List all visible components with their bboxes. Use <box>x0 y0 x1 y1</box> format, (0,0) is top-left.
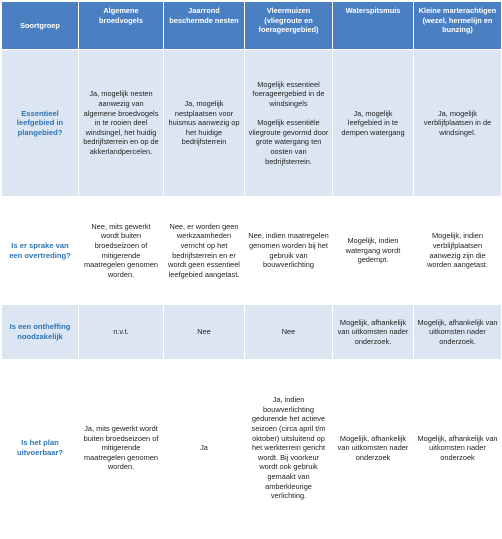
table-cell <box>245 360 333 537</box>
row-label-uitvoerbaar: Is het plan uitvoerbaar? <box>2 360 79 537</box>
species-assessment-table-container <box>1 1 501 537</box>
cell-text: Mogelijk, indien watergang wordt gedempt. <box>345 236 401 265</box>
cell-text: Mogelijk, afhankelijk van uitkomsten nader onderzoek. <box>417 317 498 346</box>
header-vleermuizen: Vleermuizen (vliegroute en foerageergebied) <box>245 2 333 50</box>
header-waterspitsmuis: Waterspitsmuis <box>333 2 414 50</box>
table-cell <box>79 50 164 197</box>
table-row <box>2 305 502 360</box>
row-label-overtreding: Is er sprake van een overtreding? <box>2 197 79 305</box>
table-cell <box>333 360 414 537</box>
row-label-ontheffing: Is een ontheffing noodzakelijk <box>2 305 79 360</box>
table-row <box>2 197 502 305</box>
table-cell <box>79 305 164 360</box>
header-algemene-broedvogels: Algemene broedvogels <box>79 2 164 50</box>
table-cell <box>79 197 164 305</box>
cell-text: Nee, er worden geen werkzaamheden verricht op het bedrijfsterrein en er wordt geen essentieel leefgebied aangetast. <box>168 221 240 279</box>
table-cell <box>333 197 414 305</box>
table-cell <box>164 305 245 360</box>
cell-text: Mogelijk, afhankelijk van uitkomsten nader onderzoek <box>337 433 409 462</box>
cell-text: n.v.t. <box>113 327 129 337</box>
header-soortgroep: Soortgroep <box>2 2 79 50</box>
table-cell <box>245 50 333 197</box>
table-cell <box>414 305 502 360</box>
cell-text: Nee <box>281 327 296 337</box>
header-row <box>2 2 502 50</box>
table-cell <box>414 360 502 537</box>
table-cell <box>164 197 245 305</box>
cell-text: Ja, mogelijk verblijfplaatsen in de windsingel. <box>423 108 492 137</box>
table-row <box>2 360 502 537</box>
cell-text: Ja, mits gewerkt wordt buiten broedseizoen of mitigerende maatregelen genomen worden. <box>83 424 159 472</box>
cell-text: Mogelijk, afhankelijk van uitkomsten nader onderzoek. <box>337 317 409 346</box>
cell-text: Nee, indien maatregelen genomen worden bij het gebruik van bouwverlichting <box>248 231 329 270</box>
cell-text: Ja, mogelijk nestplaatsen voor huismus aanwezig op het huidige bedrijfsterrein <box>168 99 240 147</box>
row-label-essentieel-leefgebied: Essentieel leefgebied in plangebied? <box>2 50 79 197</box>
cell-text: Ja <box>200 443 208 453</box>
table-cell <box>414 197 502 305</box>
table-cell <box>245 197 333 305</box>
table-cell <box>79 360 164 537</box>
cell-text: Mogelijk essentieel foerageergebied in de windsingels Mogelijk essentiële vliegroute gevormd door grote watergang ten oosten van bedrijfsterrein. <box>248 79 329 166</box>
table-row <box>2 50 502 197</box>
cell-text: Mogelijk, afhankelijk van uitkomsten nader onderzoek <box>417 433 498 462</box>
table-cell <box>164 50 245 197</box>
header-kleine-marterachtigen: Kleine marterachtigen (wezel, hermelijn en bunzing) <box>414 2 502 50</box>
table-cell <box>245 305 333 360</box>
cell-text: Ja, mogelijk leefgebied in te dempen watergang <box>341 108 405 137</box>
cell-text: Ja, indien bouwverlichting gedurende het actieve seizoen (circa april t/m oktober) uitsluitend op het werkterrein gericht wordt. Bij voorkeur wordt ook gebruik gemaakt van amberkleurige verlichting. <box>251 395 326 501</box>
header-jaarrond-beschermde-nesten: Jaarrond beschermde nesten <box>164 2 245 50</box>
table-cell <box>414 50 502 197</box>
table-cell <box>333 50 414 197</box>
table-cell <box>164 360 245 537</box>
cell-text: Nee, mits gewerkt wordt buiten broedseizoen of mitigerende maatregelen genomen worden. <box>84 221 158 279</box>
cell-text: Mogelijk, indien verblijfplaatsen aanwezig zijn die worden aangetast. <box>427 231 488 270</box>
cell-text: Nee <box>197 327 211 337</box>
cell-text: Ja, mogelijk nesten aanwezig van algemene broedvogels in te rooien deel windsingel, het huidig bedrijfsterrein en op de akkerlandpercelen. <box>83 89 159 156</box>
table-cell <box>333 305 414 360</box>
species-assessment-table <box>1 1 502 537</box>
